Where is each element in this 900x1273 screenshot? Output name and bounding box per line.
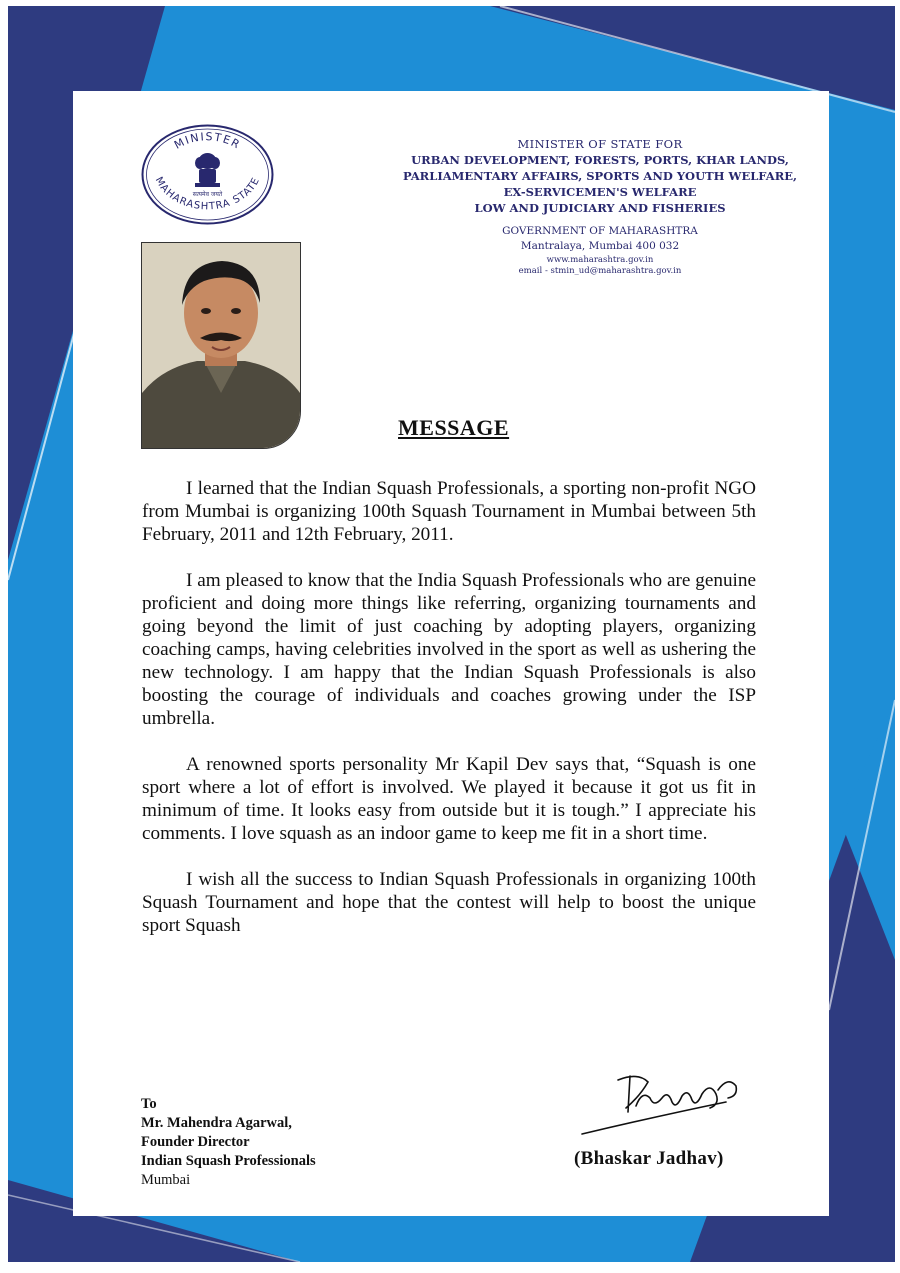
website-link: www.maharashtra.gov.in [546, 255, 654, 265]
message-paragraph: A renowned sports personality Mr Kapil Dev says that, “Squash is one sport where a lot of effort is involved. We played it because it got us fit in minimum of time. It looks easy from outside but it is tough.” I appreciate his comments. I love squash as an indoor game to keep me fit in a short time. [142, 754, 756, 844]
addressee-city: Mumbai [141, 1172, 191, 1188]
message-body [142, 477, 756, 960]
addressee-to: To [141, 1096, 157, 1112]
minister-of-state-label: MINISTER OF STATE FOR [517, 137, 683, 151]
addressee-designation: Founder Director [141, 1134, 250, 1150]
portfolio-line: PARLIAMENTARY AFFAIRS, SPORTS AND YOUTH WELFARE, [402, 169, 798, 183]
minister-seal-emblem [140, 123, 275, 226]
government-label: GOVERNMENT OF MAHARASHTRA [502, 225, 698, 237]
svg-text:MINISTER [172, 130, 243, 152]
email-link: email - stmin_ud@maharashtra.gov.in [518, 266, 682, 276]
seal-top-text: MINISTER [172, 130, 244, 152]
message-paragraph: I am pleased to know that the India Squash Professionals who are genuine proficient and doing more things like referring, organizing tournaments and going beyond the limit of just coaching by adopting players, organizing coaching camps, having celebrities involved in the sport as well as ushering the new technology. I am happy that the Indian Squash Professionals is also boosting the courage of individuals and coaches growing under the ISP umbrella. [142, 570, 756, 729]
address: Mantralaya, Mumbai 400 032 [520, 240, 680, 252]
message-paragraph: I learned that the Indian Squash Professionals, a sporting non-profit NGO from Mumbai is organizing 100th Squash Tournament in Mumbai between 5th February, 2011 and 12th February, 2011. [142, 478, 756, 545]
signatory-name: (Bhaskar Jadhav) [574, 1148, 724, 1169]
message-title: MESSAGE [398, 415, 510, 440]
lion-capital-icon [195, 153, 220, 187]
handwritten-signature [578, 1068, 748, 1140]
message-paragraph: I wish all the success to Indian Squash Professionals in organizing 100th Squash Tournament and hope that the contest will help to boost the unique sport Squash [142, 869, 756, 936]
addressee-name: Mr. Mahendra Agarwal, [141, 1115, 292, 1131]
minister-portrait-photo [141, 242, 301, 449]
portfolio-line: URBAN DEVELOPMENT, FORESTS, PORTS, KHAR LANDS, [411, 153, 789, 167]
portfolio-line: EX-SERVICEMEN'S WELFARE [503, 185, 697, 199]
seal-motto: सत्यमेव जयते [192, 191, 223, 198]
addressee-organization: Indian Squash Professionals [141, 1153, 316, 1169]
addressee-block [141, 1095, 316, 1190]
seal-bottom-text: MAHARASHTRA STATE [152, 175, 263, 213]
ministry-header [400, 137, 800, 277]
portfolio-line: LOW AND JUDICIARY AND FISHERIES [474, 201, 726, 215]
